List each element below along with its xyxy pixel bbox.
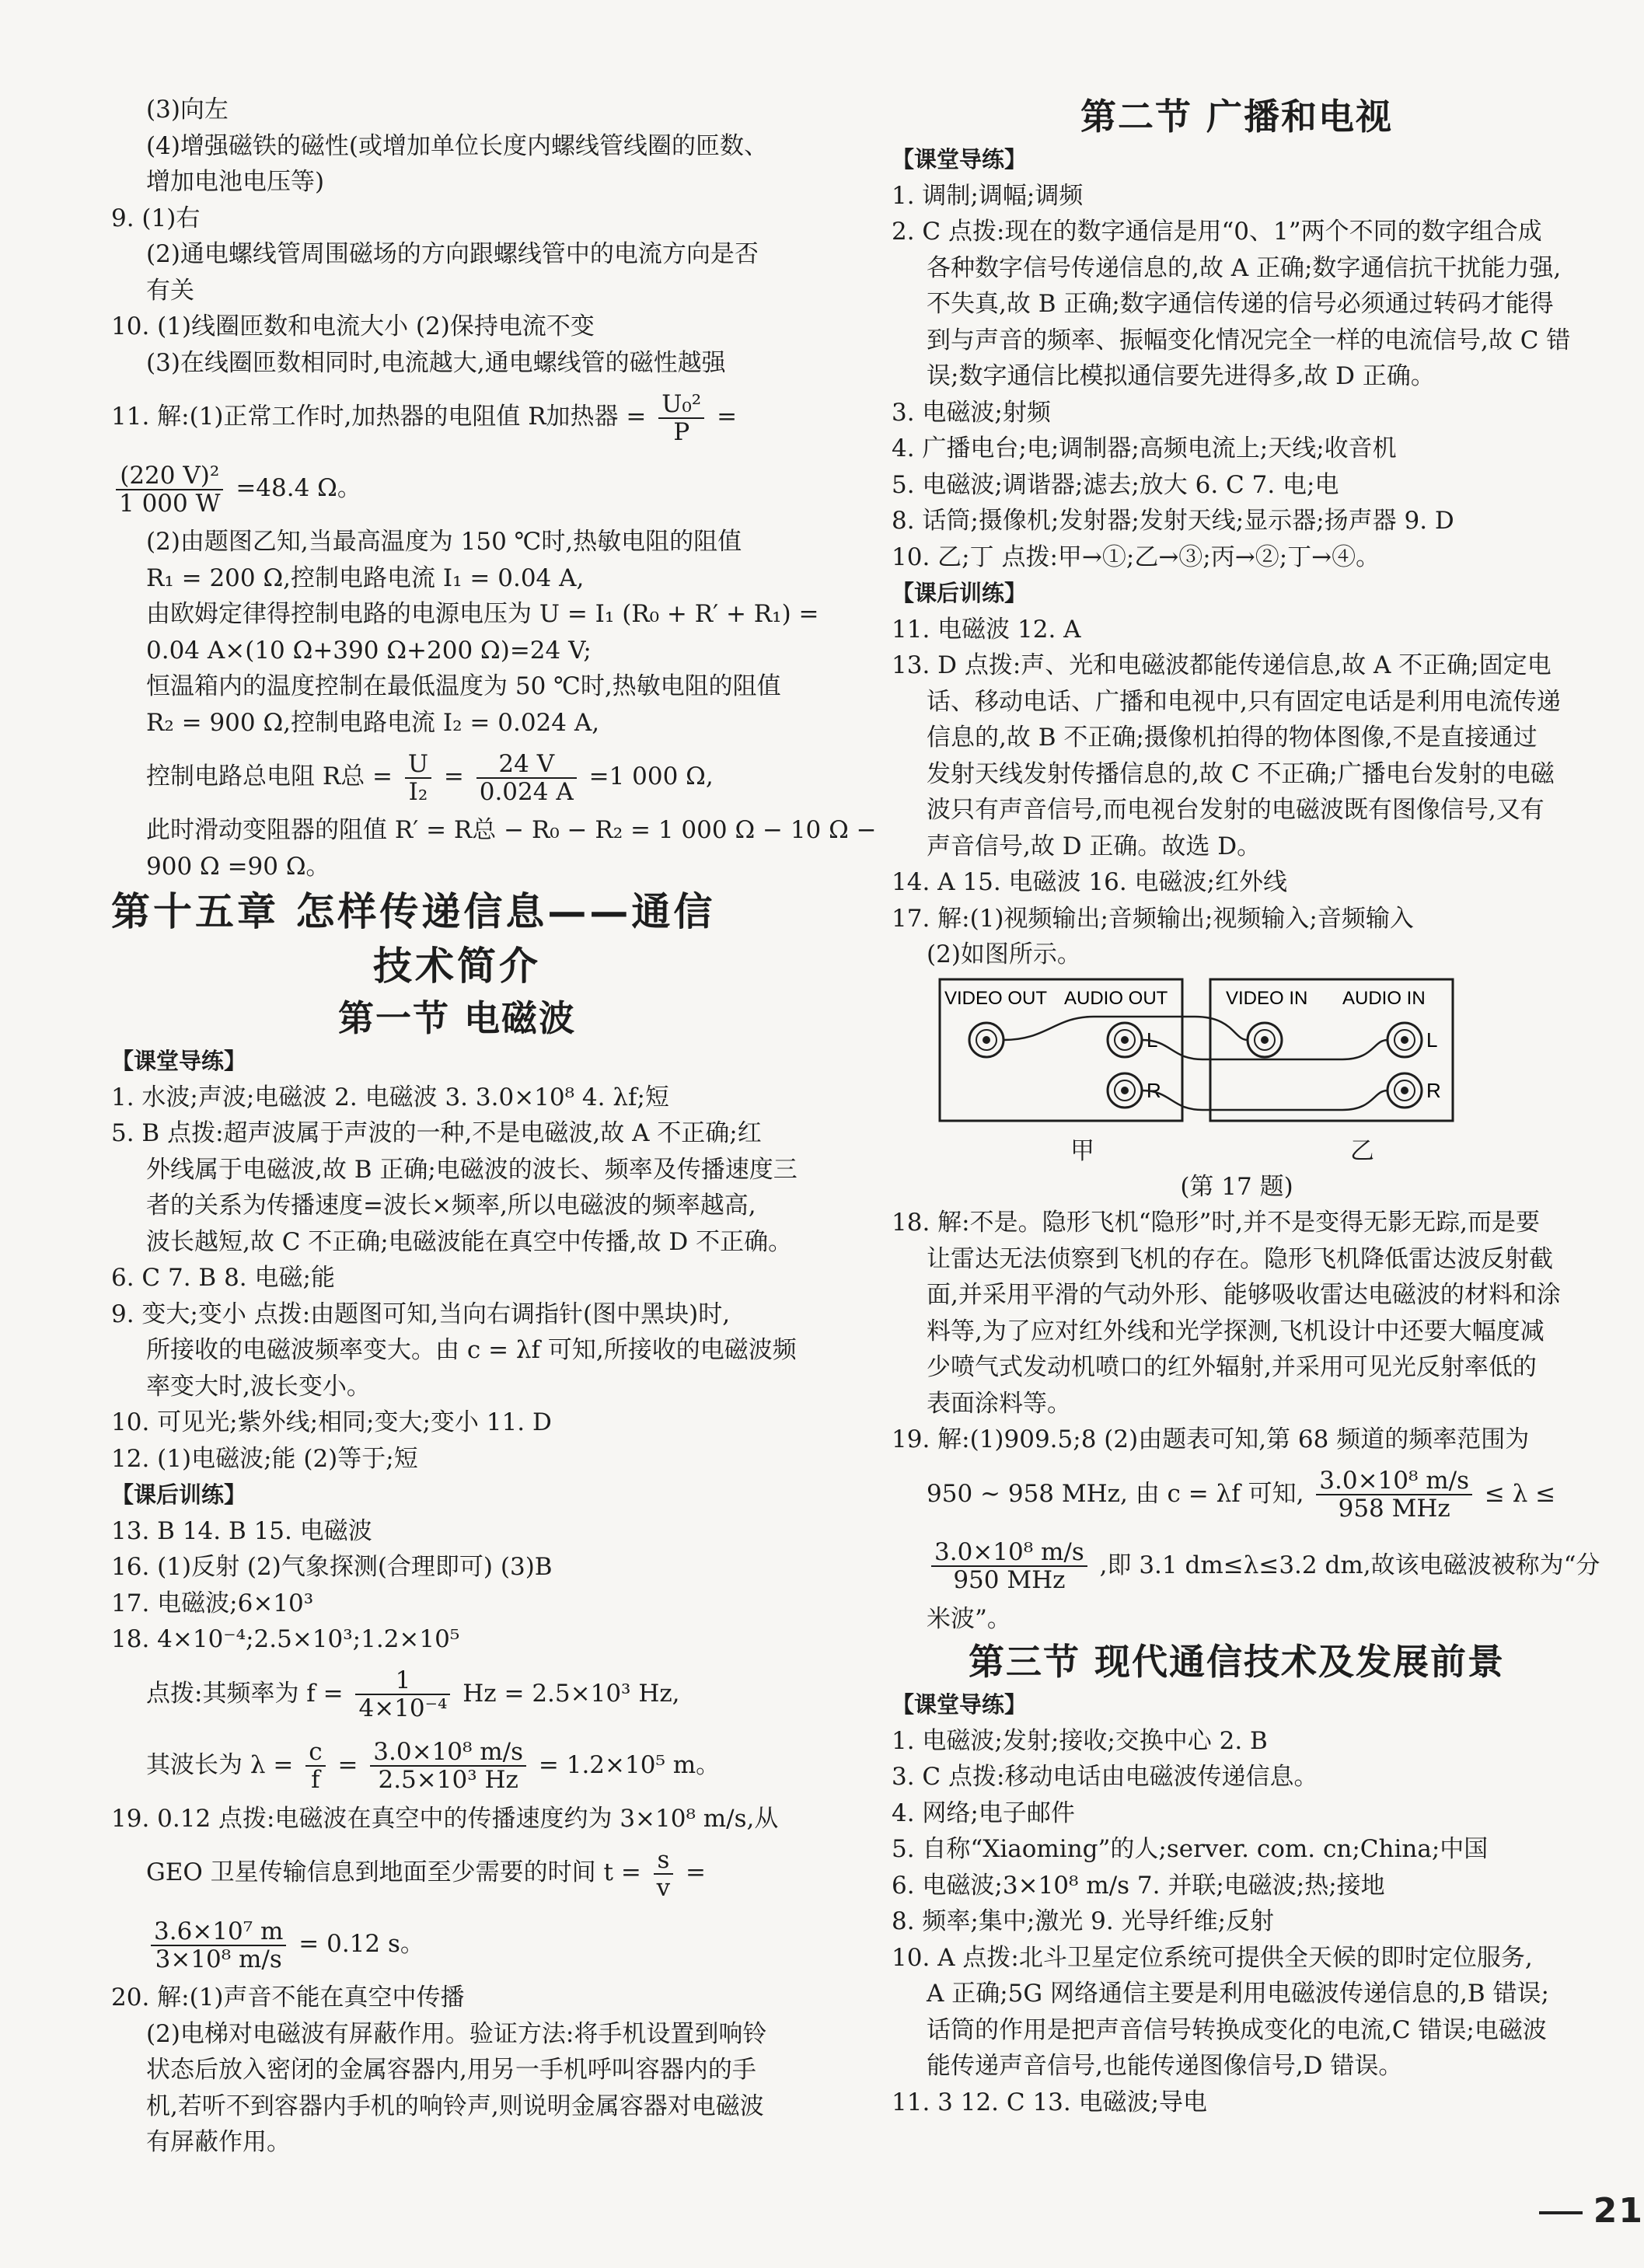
answer-line: 18. 4×10⁻⁴;2.5×10³;1.2×10⁵ <box>111 1625 460 1653</box>
answer-line: 误;数字通信比模拟通信要先进得多,故 D 正确。 <box>927 362 1435 390</box>
answer-line: 率变大时,波长变小。 <box>146 1372 371 1401</box>
fraction-denominator: 3×10⁸ m/s <box>155 1945 282 1973</box>
formula-text: = 1.2×10⁵ m。 <box>538 1750 721 1779</box>
answer-line: 3. 电磁波;射频 <box>892 398 1051 427</box>
page-number-dash <box>1539 2211 1583 2214</box>
av-connection-diagram <box>938 978 1498 1133</box>
fraction-denominator: 950 MHz <box>953 1566 1066 1594</box>
formula-text: 950 ~ 958 MHz, 由 c = λf 可知, <box>927 1479 1304 1508</box>
audio-in-label: AUDIO IN <box>1342 987 1426 1009</box>
formula-line: 其波长为 λ = $\frac{c}{f}$ = $\frac{\text{3.0×10⁸ m/s}}{\text{2.5×10³ Hz}}$ = 1.2×10⁵ m。 <box>146 1738 721 1794</box>
answer-line: 各种数字信号传递信息的,故 A 正确;数字通信抗干扰能力强, <box>927 253 1562 282</box>
figure-caption: (第 17 题) <box>1180 1172 1293 1201</box>
answer-line: 话筒的作用是把声音信号转换成变化的电流,C 错误;电磁波 <box>927 2015 1547 2044</box>
right-column <box>892 92 1600 2120</box>
jack-audio-in-r <box>1387 1073 1422 1108</box>
section-tag: 【课后训练】 <box>111 1481 247 1508</box>
formula-line <box>892 1530 1600 1601</box>
answer-line: 0.04 A×(10 Ω+390 Ω+200 Ω)=24 V; <box>146 636 592 665</box>
fraction-denominator: 2.5×10³ Hz <box>378 1766 518 1794</box>
answer-line: 让雷达无法侦察到飞机的存在。隐形飞机降低雷达波反射截 <box>927 1244 1553 1273</box>
fraction <box>654 1847 674 1901</box>
jack-label-l: L <box>1147 1028 1158 1052</box>
answer-line: 900 Ω =90 Ω。 <box>146 852 330 881</box>
answer-line: 有关 <box>146 276 194 305</box>
fraction-denominator: v <box>656 1873 671 1902</box>
formula-text: 11. 解:(1)正常工作时,加热器的电阻值 R加热器 = <box>111 403 647 431</box>
answer-line: 恒温箱内的温度控制在最低温度为 50 ℃时,热敏电阻的阻值 <box>146 672 781 700</box>
formula-line <box>892 1458 1582 1530</box>
figure-labels <box>892 1133 1582 1169</box>
fraction <box>931 1539 1087 1593</box>
video-in-label: VIDEO IN <box>1226 987 1308 1009</box>
answer-line: 所接收的电磁波频率变大。由 c = λf 可知,所接收的电磁波频 <box>146 1336 797 1364</box>
audio-out-label: AUDIO OUT <box>1064 987 1168 1009</box>
answer-line: 13. B 14. B 15. 电磁波 <box>111 1516 372 1545</box>
fraction-numerator: 24 V <box>476 751 577 779</box>
answer-line: 12. (1)电磁波;能 (2)等于;短 <box>111 1444 418 1473</box>
answer-line: 面,并采用平滑的气动外形、能够吸收雷达电磁波的材料和涂 <box>927 1281 1561 1309</box>
formula-line <box>111 452 803 524</box>
section-tag: 【课堂导练】 <box>111 1048 247 1074</box>
answer-line: 由欧姆定律得控制电路的电源电压为 U = I₁ (R₀ + R′ + R₁) = <box>146 600 819 628</box>
answer-line: (2)电梯对电磁波有屏蔽作用。验证方法:将手机设置到响铃 <box>146 2019 767 2048</box>
fraction <box>355 1667 450 1722</box>
left-column <box>111 92 877 2161</box>
fraction <box>151 1918 286 1973</box>
formula-text: 控制电路总电阻 R总 = <box>146 762 393 790</box>
answer-line: 波只有声音信号,而电视台发射的电磁波既有图像信号,又有 <box>927 796 1545 824</box>
jack-label-l: L <box>1426 1028 1438 1052</box>
formula-text: = 0.12 s。 <box>298 1930 424 1958</box>
formula-line <box>111 381 803 452</box>
formula-text: ≤ λ ≤ <box>1484 1479 1556 1508</box>
answer-line: R₂ = 900 Ω,控制电路电流 I₂ = 0.024 A, <box>146 708 600 737</box>
answer-line: 1. 水波;声波;电磁波 2. 电磁波 3. 3.0×10⁸ 4. λf;短 <box>111 1083 669 1111</box>
formula-text: = <box>717 403 738 431</box>
fraction <box>370 1739 526 1793</box>
answer-line: 2. C 点拨:现在的数字通信是用“0、1”两个不同的数字组合成 <box>892 218 1542 246</box>
fraction-numerator: U₀² <box>658 391 704 419</box>
jack-video-out <box>969 1023 1004 1057</box>
answer-line: 19. 解:(1)909.5;8 (2)由题表可知,第 68 频道的频率范围为 <box>892 1425 1530 1453</box>
answer-line: 此时滑动变阻器的阻值 R′ = R总 − R₀ − R₂ = 1 000 Ω − 10 Ω − <box>146 816 877 844</box>
figure-label-left: 甲 <box>1070 1136 1094 1165</box>
answer-line: 10. (1)线圈匝数和电流大小 (2)保持电流不变 <box>111 312 595 340</box>
answer-line: 有屏蔽作用。 <box>146 2128 291 2156</box>
fraction-numerator: 3.0×10⁸ m/s <box>1316 1467 1472 1495</box>
answer-line: 1. 调制;调幅;调频 <box>892 181 1084 210</box>
answer-line: 5. 电磁波;调谐器;滤去;放大 6. C 7. 电;电 <box>892 470 1339 499</box>
answer-line: 增加电池电压等) <box>146 168 325 196</box>
answer-line: 18. 解:不是。隐形飞机“隐形”时,并不是变得无影无踪,而是要 <box>892 1209 1541 1237</box>
fraction-denominator: 1 000 W <box>119 489 221 518</box>
fraction <box>658 391 704 445</box>
answer-line: 发射天线发射传播信息的,故 C 不正确;广播电台发射的电磁 <box>927 759 1555 788</box>
formula-line: GEO 卫星传输信息到地面至少需要的时间 t = $\frac{s}{v}$ = <box>146 1845 707 1902</box>
section-tag: 【课堂导练】 <box>892 1691 1028 1718</box>
section-title: 第一节 电磁波 <box>337 997 576 1039</box>
video-out-label: VIDEO OUT <box>944 987 1048 1009</box>
answer-line: 10. A 点拨:北斗卫星定位系统可提供全天候的即时定位服务, <box>892 1943 1533 1972</box>
answer-line: 不失真,故 B 正确;数字通信传递的信号必须通过转码才能得 <box>927 290 1554 318</box>
answer-line: 外线属于电磁波,故 B 正确;电磁波的波长、频率及传播速度三 <box>146 1155 798 1184</box>
formula-text: 其波长为 λ = <box>146 1750 294 1779</box>
fraction <box>116 462 223 517</box>
answer-line: 14. A 15. 电磁波 16. 电磁波;红外线 <box>892 868 1288 896</box>
fraction <box>305 1739 325 1793</box>
answer-line: 4. 广播电台;电;调制器;高频电流上;天线;收音机 <box>892 434 1397 462</box>
formula-text: Hz = 2.5×10³ Hz, <box>462 1679 680 1708</box>
answer-line: 到与声音的频率、振幅变化情况完全一样的电流信号,故 C 错 <box>927 326 1571 354</box>
answer-line: 料等,为了应对红外线和光学探测,飞机设计中还要大幅度减 <box>927 1317 1545 1345</box>
fraction-numerator: (220 V)² <box>116 462 223 490</box>
answer-line: 少喷气式发动机喷口的红外辐射,并采用可见光反射率低的 <box>927 1353 1537 1381</box>
answer-line: (2)通电螺线管周围磁场的方向跟螺线管中的电流方向是否 <box>146 240 759 268</box>
fraction-denominator: P <box>673 417 690 446</box>
answer-line: 8. 话筒;摄像机;发射器;发射天线;显示器;扬声器 9. D <box>892 507 1454 535</box>
answer-line: A 正确;5G 网络通信主要是利用电磁波传递信息的,B 错误; <box>927 1980 1549 2008</box>
answer-line: 米波”。 <box>927 1604 1011 1633</box>
fraction-denominator: f <box>311 1766 320 1794</box>
formula-line: 控制电路总电阻 R总 = $\frac{U}{\text{I₂}}$ = $\frac{24 V}{0.024 A}$ =1 000 Ω, <box>146 749 714 806</box>
answer-line: 6. 电磁波;3×10⁸ m/s 7. 并联;电磁波;热;接地 <box>892 1871 1385 1900</box>
section-title: 第三节 现代通信技术及发展前景 <box>968 1641 1505 1683</box>
fraction-numerator: U <box>405 751 431 779</box>
answer-line: (3)在线圈匝数相同时,电流越大,通电螺线管的磁性越强 <box>146 348 726 377</box>
answer-line: 声音信号,故 D 正确。故选 D。 <box>927 832 1262 860</box>
answer-line: (2)如图所示。 <box>927 940 1081 968</box>
answer-line: (4)增强磁铁的磁性(或增加单位长度内螺线管线圈的匝数、 <box>146 131 769 160</box>
page-number-text: 21 <box>1593 2191 1644 2231</box>
answer-line: 9. (1)右 <box>111 204 201 232</box>
answer-line: 8. 频率;集中;激光 9. 光导纤维;反射 <box>892 1907 1275 1935</box>
formula-text: =1 000 Ω, <box>588 762 714 790</box>
answer-line: 话、移动电话、广播和电视中,只有固定电话是利用电流传递 <box>927 687 1561 716</box>
section-tag: 【课后训练】 <box>892 580 1028 606</box>
formula-line <box>111 1908 803 1980</box>
section-title: 第二节 广播和电视 <box>1080 96 1393 138</box>
audio-cable-right <box>1142 1090 1387 1110</box>
fraction-denominator: 958 MHz <box>1338 1495 1450 1523</box>
answer-line: 3. C 点拨:移动电话由电磁波传递信息。 <box>892 1763 1318 1791</box>
answer-line: 能传递声音信号,也能传递图像信号,D 错误。 <box>927 2052 1403 2080</box>
answer-line: 11. 3 12. C 13. 电磁波;导电 <box>892 2088 1208 2116</box>
fraction-denominator: 0.024 A <box>479 777 574 806</box>
section-tag: 【课堂导练】 <box>892 146 1028 173</box>
fraction-numerator: 3.6×10⁷ m <box>151 1918 286 1946</box>
fraction <box>405 751 431 805</box>
answer-line: 10. 乙;丁 点拨:甲→①;乙→③;丙→②;丁→④。 <box>892 543 1380 571</box>
answer-line: 10. 可见光;紫外线;相同;变大;变小 11. D <box>111 1408 552 1436</box>
answer-line: 者的关系为传播速度=波长×频率,所以电磁波的频率越高, <box>146 1192 756 1219</box>
chapter-title: 第十五章 怎样传递信息——通信 <box>111 889 716 934</box>
answer-line: 13. D 点拨:声、光和电磁波都能传递信息,故 A 不正确;固定电 <box>892 651 1552 679</box>
jack-label-r: R <box>1147 1078 1161 1102</box>
answer-line: 表面涂料等。 <box>927 1389 1071 1418</box>
fraction-numerator: 1 <box>355 1667 450 1695</box>
answer-line: 19. 0.12 点拨:电磁波在真空中的传播速度约为 3×10⁸ m/s,从 <box>111 1804 779 1833</box>
answer-line: 9. 变大;变小 点拨:由题图可知,当向右调指针(图中黑块)时, <box>111 1300 731 1328</box>
answer-line: 20. 解:(1)声音不能在真空中传播 <box>111 1984 465 2012</box>
answer-line: 1. 电磁波;发射;接收;交换中心 2. B <box>892 1726 1268 1755</box>
fraction-numerator: 3.0×10⁸ m/s <box>931 1539 1087 1567</box>
formula-text: ,即 3.1 dm≤λ≤3.2 dm,故该电磁波被称为“分 <box>1099 1551 1600 1579</box>
answer-line: (2)由题图乙知,当最高温度为 150 ℃时,热敏电阻的阻值 <box>146 528 742 556</box>
fraction-numerator: s <box>654 1847 674 1875</box>
fraction-numerator: c <box>305 1739 325 1767</box>
chapter-title-cont: 技术简介 <box>373 944 541 989</box>
answer-line: 17. 电磁波;6×10³ <box>111 1589 314 1617</box>
figure-label-right: 乙 <box>1350 1136 1374 1165</box>
answer-line: (3)向左 <box>146 96 229 124</box>
page-number <box>1539 2193 1644 2230</box>
fraction <box>476 751 577 805</box>
fraction-denominator: I₂ <box>408 777 428 806</box>
formula-text: GEO 卫星传输信息到地面至少需要的时间 t = <box>146 1858 641 1886</box>
jack-audio-in-l <box>1387 1023 1422 1057</box>
answer-line: 状态后放入密闭的金属容器内,用另一手机呼叫容器内的手 <box>146 2056 756 2084</box>
jack-audio-out-l <box>1108 1023 1142 1057</box>
formula-line <box>111 1658 803 1729</box>
answer-line: 6. C 7. B 8. 电磁;能 <box>111 1264 335 1292</box>
fraction-numerator: 3.0×10⁸ m/s <box>370 1739 526 1767</box>
fraction-denominator: 4×10⁻⁴ <box>358 1694 448 1722</box>
answer-line: 17. 解:(1)视频输出;音频输出;视频输入;音频输入 <box>892 904 1414 933</box>
answer-line: 11. 电磁波 12. A <box>892 615 1081 644</box>
formula-text: =48.4 Ω。 <box>236 474 361 502</box>
answer-line: R₁ = 200 Ω,控制电路电流 I₁ = 0.04 A, <box>146 564 585 592</box>
answer-line: 5. B 点拨:超声波属于声波的一种,不是电磁波,故 A 不正确;红 <box>111 1119 762 1147</box>
answer-line: 5. 自称“Xiaoming”的人;server. com. cn;China;中国 <box>892 1835 1489 1863</box>
answer-line: 4. 网络;电子邮件 <box>892 1799 1075 1827</box>
answer-line: 机,若听不到容器内手机的响铃声,则说明金属容器对电磁波 <box>146 2092 764 2120</box>
fraction <box>1316 1467 1472 1522</box>
jack-label-r: R <box>1426 1078 1441 1102</box>
formula-text: 点拨:其频率为 f = <box>146 1679 344 1708</box>
answer-line: 16. (1)反射 (2)气象探测(合理即可) (3)B <box>111 1553 553 1581</box>
answer-line: 波长越短,故 C 不正确;电磁波能在真空中传播,故 D 不正确。 <box>146 1227 793 1256</box>
jack-audio-out-r <box>1108 1073 1142 1108</box>
answer-line: 信息的,故 B 不正确;摄像机拍得的物体图像,不是直接通过 <box>927 724 1538 752</box>
jack-video-in <box>1248 1023 1282 1057</box>
